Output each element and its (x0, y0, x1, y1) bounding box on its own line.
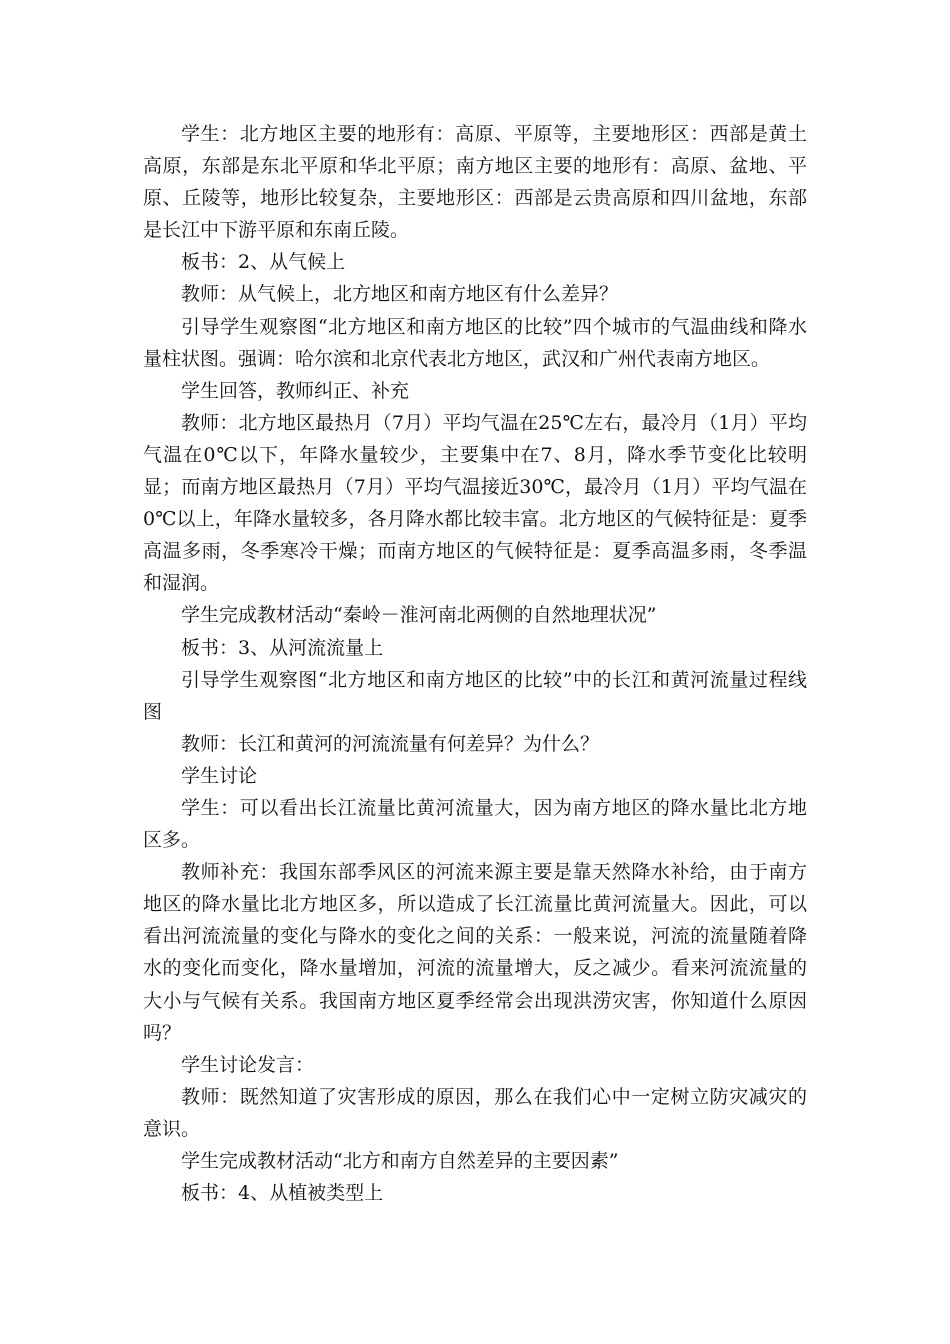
paragraph-student-river-answer: 学生：可以看出长江流量比黄河流量大，因为南方地区的降水量比北方地区多。 (143, 796, 807, 852)
paragraph-student-terrain: 学生：北方地区主要的地形有：高原、平原等，主要地形区：西部是黄土高原，东部是东北平原和华北平原；南方地区主要的地形有：高原、盆地、平原、丘陵等，地形比较复杂，主要地形区：西部是云贵高原和四川盆地，东部是长江中下游平原和东南丘陵。 (143, 123, 807, 242)
paragraph-teacher-supplement: 教师补充：我国东部季风区的河流来源主要是靠天然降水补给，由于南方地区的降水量比北方地区多，所以造成了长江流量比黄河流量大。因此，可以看出河流流量的变化与降水的变化之间的关系：一般来说，河流的流量随着降水的变化而变化，降水量增加，河流的流量增大，反之减少。看来河流流量的大小与气候有关系。我国南方地区夏季经常会出现洪涝灾害，你知道什么原因吗？ (143, 861, 807, 1044)
paragraph-guide-climate-chart: 引导学生观察图“北方地区和南方地区的比较”四个城市的气温曲线和降水量柱状图。强调：哈尔滨和北京代表北方地区，武汉和广州代表南方地区。 (143, 315, 807, 370)
paragraph-student-speech: 学生讨论发言： (181, 1053, 315, 1076)
paragraph-activity-qinling: 学生完成教材活动“秦岭－淮河南北两侧的自然地理状况” (181, 604, 657, 627)
paragraph-teacher-river-question: 教师：长江和黄河的河流流量有何差异？为什么？ (181, 732, 600, 755)
paragraph-board-vegetation: 板书：4、从植被类型上 (181, 1182, 384, 1205)
paragraph-activity-factors: 学生完成教材活动“北方和南方自然差异的主要因素” (181, 1150, 619, 1172)
paragraph-teacher-climate-detail: 教师：北方地区最热月（7月）平均气温在25℃左右，最冷月（1月）平均气温在0℃以下，年降水量较少，主要集中在7、8月，降水季节变化比较明显；而南方地区最热月（7月）平均气温接近30℃，最冷月（1月）平均气温在0℃以上，年降水量较多，各月降水都比较丰富。北方地区的气候特征是：夏季高温多雨，冬季寒冷干燥；而南方地区的气候特征是：夏季高温多雨，冬季温和湿润。 (143, 411, 807, 595)
paragraph-student-discussion: 学生讨论 (181, 764, 258, 787)
paragraph-board-climate: 板书：2、从气候上 (181, 251, 346, 274)
paragraph-teacher-disaster: 教师：既然知道了灾害形成的原因，那么在我们心中一定树立防灾减灾的意识。 (143, 1085, 807, 1140)
paragraph-teacher-climate-question: 教师：从气候上，北方地区和南方地区有什么差异？ (181, 283, 619, 306)
document-page (143, 118, 807, 1209)
paragraph-guide-river-chart: 引导学生观察图“北方地区和南方地区的比较”中的长江和黄河流量过程线图 (143, 668, 807, 723)
paragraph-student-answer: 学生回答，教师纠正、补充 (181, 379, 410, 402)
paragraph-board-river: 板书：3、从河流流量上 (181, 636, 384, 659)
